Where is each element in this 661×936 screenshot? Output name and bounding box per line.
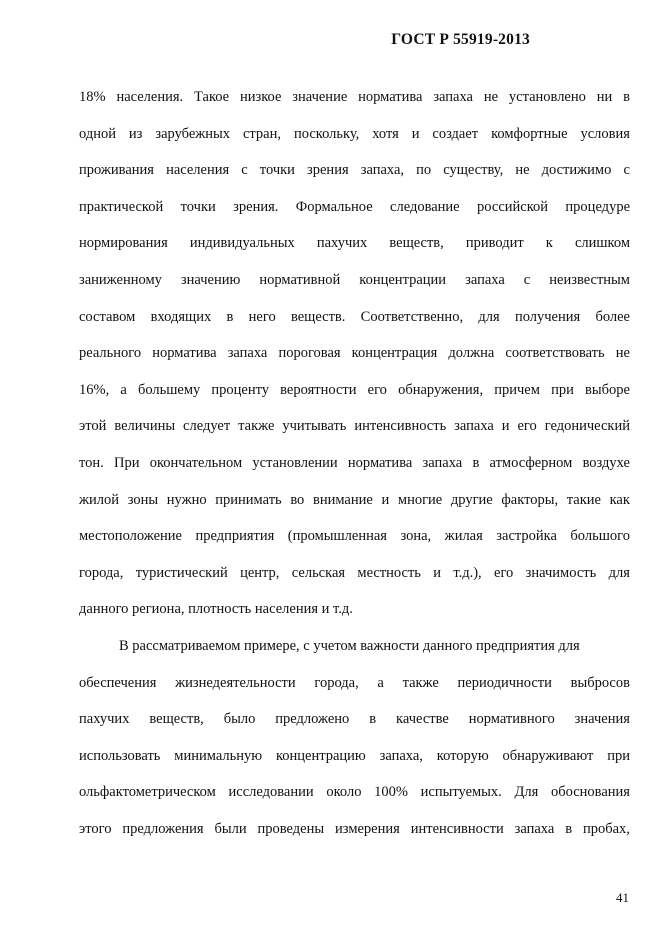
word: 16%, <box>79 381 110 398</box>
word: качестве <box>396 711 449 728</box>
word: ни <box>596 89 613 105</box>
word: индивидуальных <box>189 235 295 252</box>
word: жизнедеятельности <box>175 674 296 691</box>
word: практической <box>79 198 164 215</box>
word: входящих <box>150 308 212 325</box>
word: испытуемых. <box>420 784 502 801</box>
word: местность <box>357 564 421 581</box>
word: сельская <box>291 564 346 581</box>
word: его <box>367 381 387 398</box>
word: нормативного <box>468 711 555 728</box>
word: атмосферном <box>489 454 573 471</box>
word: 100% <box>374 784 408 801</box>
word: веществ, <box>149 711 204 728</box>
word: большему <box>137 381 201 398</box>
word: исследовании <box>228 784 314 801</box>
word: установлении <box>252 454 338 471</box>
word: значения <box>574 711 630 728</box>
text-line <box>79 156 630 193</box>
text-line <box>79 522 630 559</box>
word: точки <box>259 162 295 179</box>
word: зрения <box>307 162 349 179</box>
word: при <box>551 381 574 398</box>
word: значение <box>292 89 348 105</box>
text-line <box>79 266 630 303</box>
word: города, <box>79 564 124 581</box>
word: Такое <box>194 89 230 105</box>
word: стран, <box>242 125 282 142</box>
word: пороговая <box>278 345 341 362</box>
word: точки <box>180 198 216 215</box>
word: одной <box>79 125 116 142</box>
word: зоны <box>127 491 159 508</box>
word: не <box>483 89 499 105</box>
word: предложения <box>122 820 204 837</box>
word: запаха <box>227 345 268 362</box>
text-line <box>79 229 630 266</box>
word: нормирования <box>79 235 168 252</box>
text-line <box>79 742 630 779</box>
word: было <box>223 711 256 728</box>
word: проценту <box>211 381 270 398</box>
word: были <box>214 820 247 837</box>
word: Соответственно, <box>360 308 464 325</box>
word: заниженному <box>79 271 162 288</box>
word: его <box>494 564 514 581</box>
word: по <box>416 162 432 179</box>
word: выборе <box>584 381 630 398</box>
word: (промышленная <box>287 528 387 545</box>
word: центр, <box>240 564 280 581</box>
word: периодичности <box>457 674 552 691</box>
word: другие <box>450 491 493 508</box>
word: существу, <box>443 162 504 179</box>
word: пробах, <box>582 820 630 837</box>
text-line <box>79 486 630 523</box>
text-line <box>79 120 630 157</box>
word: минимальную <box>174 747 263 764</box>
word: окончательном <box>149 454 243 471</box>
word: зона, <box>400 528 432 545</box>
word: Для <box>514 784 539 801</box>
word: из <box>128 125 143 142</box>
word: ольфактометрическом <box>79 784 216 801</box>
word: пахучих <box>79 711 130 728</box>
word: зрения. <box>233 198 279 215</box>
word: обнаруживают <box>502 747 594 764</box>
word: составом <box>79 308 136 325</box>
word: а <box>120 381 127 398</box>
word: при <box>607 747 630 764</box>
text-line <box>79 376 630 413</box>
word: его <box>517 418 537 435</box>
word: вероятности <box>280 381 357 398</box>
word: использовать <box>79 747 161 764</box>
word: веществ, <box>389 235 444 252</box>
word: также <box>238 418 275 435</box>
word: в <box>623 89 630 105</box>
word: получения <box>514 308 581 325</box>
text-line <box>79 559 630 596</box>
word: не <box>515 162 530 179</box>
word: и <box>411 125 420 142</box>
word: в <box>472 454 480 471</box>
word: процедуре <box>565 198 630 215</box>
text-line <box>79 815 630 852</box>
word: нормативной <box>259 271 341 288</box>
word: запаха <box>454 418 494 435</box>
word: в <box>226 308 234 325</box>
word: выбросов <box>570 674 630 691</box>
word: величины <box>114 418 176 435</box>
word: зарубежных <box>155 125 231 142</box>
word: в <box>369 711 377 728</box>
word: комфортные <box>491 125 568 142</box>
word: к <box>545 235 553 252</box>
text-line <box>79 339 630 376</box>
word: этой <box>79 418 107 435</box>
word: норматива <box>358 89 423 105</box>
word: должна <box>448 345 495 362</box>
word: концентрации <box>359 271 447 288</box>
word: запаха <box>422 454 463 471</box>
word: также <box>402 674 439 691</box>
word: воздухе <box>582 454 630 471</box>
word: этого <box>79 820 112 837</box>
word: него <box>248 308 276 325</box>
word: Формальное <box>295 198 373 215</box>
word: тон. <box>79 454 104 471</box>
word: условия <box>580 125 630 142</box>
word: запаха <box>514 820 555 837</box>
word: принимать <box>215 491 282 508</box>
word: российской <box>477 198 549 215</box>
word: предложено <box>275 711 350 728</box>
text-line <box>79 193 630 230</box>
word: следует <box>183 418 231 435</box>
word: с <box>241 162 248 179</box>
text-line <box>79 412 630 449</box>
text-line <box>79 595 630 632</box>
word: около <box>326 784 362 801</box>
word: неизвестным <box>549 271 630 288</box>
word: следование <box>390 198 460 215</box>
word: норматива <box>152 345 217 362</box>
word: пахучих <box>316 235 368 252</box>
text-line <box>79 449 630 486</box>
word: обеспечения <box>79 674 157 691</box>
text-line <box>79 669 630 706</box>
word: слишком <box>574 235 630 252</box>
word: 18% <box>79 89 106 105</box>
word: значимость <box>525 564 597 581</box>
word: интенсивности <box>410 820 504 837</box>
text-line <box>79 778 630 815</box>
word: значению <box>180 271 241 288</box>
word: низкое <box>239 89 282 105</box>
word: В рассматриваемом примере, с учетом важности данного предприятия для <box>119 637 580 654</box>
word: интенсивность <box>354 418 447 435</box>
word: норматива <box>347 454 413 471</box>
word: местоположение <box>79 528 182 545</box>
word: а <box>377 674 384 691</box>
word: поскольку, <box>293 125 360 142</box>
word: концентрация <box>351 345 438 362</box>
word: достижимо <box>541 162 612 179</box>
word: внимание <box>312 491 373 508</box>
word: запаха <box>433 89 473 105</box>
text-line <box>79 632 630 669</box>
word: для <box>608 564 630 581</box>
word: и <box>381 491 390 508</box>
word: во <box>290 491 305 508</box>
word: учитывать <box>282 418 347 435</box>
word: причем <box>494 381 540 398</box>
word: жилая <box>444 528 483 545</box>
word: гедонический <box>544 418 630 435</box>
word: которую <box>436 747 489 764</box>
word: более <box>595 308 630 325</box>
body-text <box>79 83 630 851</box>
text-line <box>79 705 630 742</box>
text-line <box>79 303 630 340</box>
word: запаха, <box>379 747 423 764</box>
page-number: 41 <box>616 890 629 905</box>
word: реального <box>79 345 142 362</box>
word: веществ. <box>290 308 346 325</box>
word: установлено <box>508 89 586 105</box>
word: города, <box>314 674 359 691</box>
word: запаха <box>465 271 505 288</box>
word: такие <box>566 491 601 508</box>
word: обнаружения, <box>398 381 484 398</box>
word: многие <box>397 491 443 508</box>
word: запаха, <box>360 162 405 179</box>
word: для <box>478 308 500 325</box>
word: и <box>501 418 510 435</box>
word: в <box>565 820 573 837</box>
word: измерения <box>335 820 400 837</box>
word: проживания <box>79 162 154 179</box>
word: населения. <box>116 89 184 105</box>
word: т.д.), <box>453 564 482 581</box>
text-line <box>79 83 630 120</box>
word: застройка <box>496 528 557 545</box>
word: обоснования <box>550 784 630 801</box>
word: факторы, <box>501 491 559 508</box>
word: и <box>433 564 442 581</box>
word: туристический <box>135 564 228 581</box>
word: хотя <box>372 125 399 142</box>
word: концентрацию <box>275 747 366 764</box>
word: с <box>623 162 630 179</box>
document-code-header: ГОСТ Р 55919-2013 <box>391 31 530 48</box>
word: предприятия <box>195 528 275 545</box>
word: с <box>523 271 531 288</box>
word: проведены <box>257 820 325 837</box>
word: жилой <box>79 491 120 508</box>
word: данного региона, плотность населения и т.д. <box>79 601 353 618</box>
word: как <box>609 491 630 508</box>
word: создает <box>432 125 479 142</box>
word: населения <box>166 162 230 179</box>
word: При <box>114 454 140 471</box>
word: нужно <box>166 491 207 508</box>
word: большого <box>570 528 630 545</box>
word: приводит <box>465 235 524 252</box>
word: соответствовать <box>505 345 605 362</box>
word: не <box>615 345 630 362</box>
